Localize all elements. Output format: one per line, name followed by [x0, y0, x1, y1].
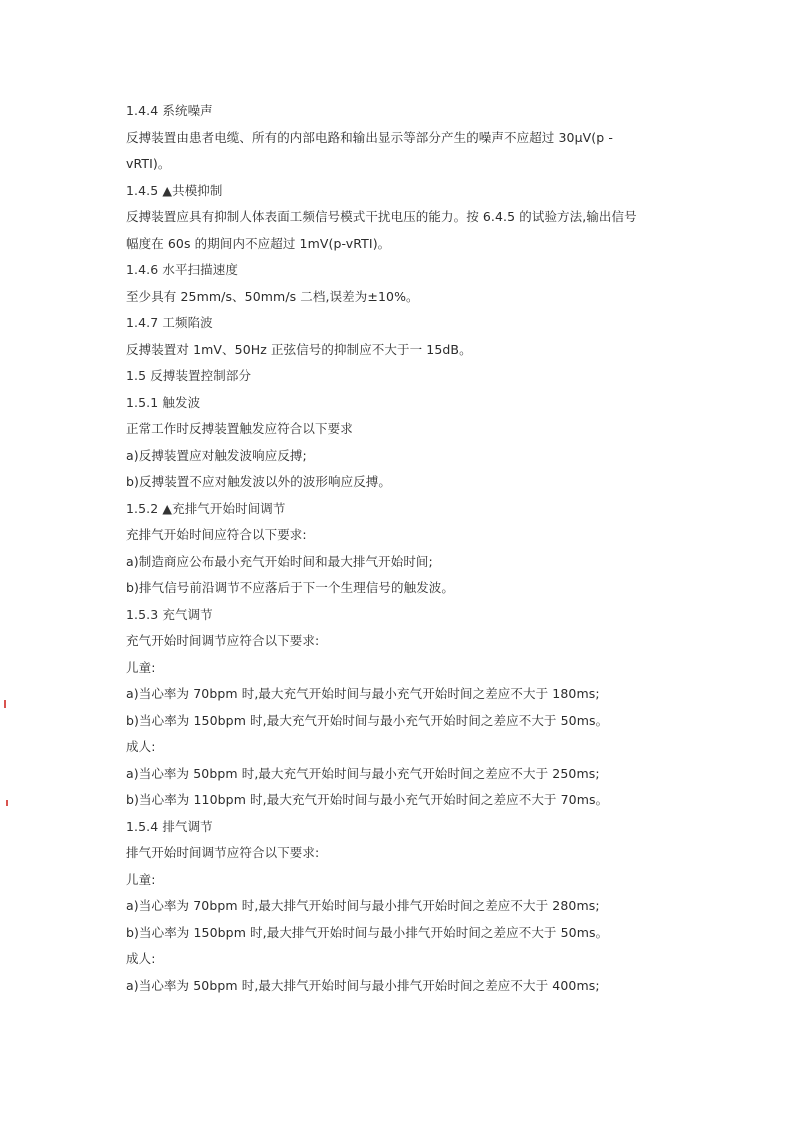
paragraph-line: 反搏装置应具有抑制人体表面工频信号模式干扰电压的能力。按 6.4.5 的试验方法,输出信号 [126, 209, 637, 224]
paragraph-line: 反搏装置对 1mV、50Hz 正弦信号的抑制应不大于一 15dB。 [126, 341, 472, 357]
paragraph-line: 儿童: [126, 871, 156, 887]
paragraph-line: 成人: [126, 951, 156, 966]
paragraph-line: b)当心率为 150bpm 时,最大排气开始时间与最小排气开始时间之差应不大于 50ms。 [126, 924, 609, 940]
paragraph-line: a)当心率为 70bpm 时,最大充气开始时间与最小充气开始时间之差应不大于 180ms; [126, 686, 600, 701]
section-heading: 1.4.7 工频陷波 [126, 315, 213, 330]
paragraph-line: vRTI)。 [126, 156, 171, 171]
section-heading: 1.4.4 系统噪声 [126, 103, 213, 118]
paragraph-line: a)反搏装置应对触发波响应反搏; [126, 447, 307, 463]
scan-mark [6, 800, 8, 806]
paragraph-line: a)制造商应公布最小充气开始时间和最大排气开始时间; [126, 553, 433, 569]
paragraph-line: 充气开始时间调节应符合以下要求: [126, 633, 320, 648]
paragraph-line: 儿童: [126, 659, 156, 675]
paragraph-line: 成人: [126, 739, 156, 754]
document-body [126, 98, 686, 999]
section-heading: 1.5.4 排气调节 [126, 818, 213, 834]
section-heading: 1.5.3 充气调节 [126, 606, 213, 622]
paragraph-line: b)当心率为 150bpm 时,最大充气开始时间与最小充气开始时间之差应不大于 50ms。 [126, 712, 609, 728]
section-heading: 1.5.2 ▲充排气开始时间调节 [126, 500, 286, 516]
paragraph-line: b)当心率为 110bpm 时,最大充气开始时间与最小充气开始时间之差应不大于 70ms。 [126, 792, 609, 807]
paragraph-line: 至少具有 25mm/s、50mm/s 二档,误差为±10%。 [126, 288, 419, 304]
paragraph-line: a)当心率为 50bpm 时,最大充气开始时间与最小充气开始时间之差应不大于 250ms; [126, 765, 600, 781]
paragraph-line: 排气开始时间调节应符合以下要求: [126, 845, 320, 860]
paragraph-line: a)当心率为 50bpm 时,最大排气开始时间与最小排气开始时间之差应不大于 400ms; [126, 977, 600, 993]
paragraph-line: 幅度在 60s 的期间内不应超过 1mV(p-vRTI)。 [126, 235, 391, 251]
section-heading: 1.5 反搏装置控制部分 [126, 368, 252, 383]
paragraph-line: 正常工作时反搏装置触发应符合以下要求 [126, 421, 353, 436]
section-heading: 1.4.6 水平扫描速度 [126, 262, 238, 277]
section-heading: 1.4.5 ▲共模抑制 [126, 182, 223, 198]
paragraph-line: b)反搏装置不应对触发波以外的波形响应反搏。 [126, 474, 392, 489]
paragraph-line: a)当心率为 70bpm 时,最大排气开始时间与最小排气开始时间之差应不大于 280ms; [126, 898, 600, 913]
paragraph-line: b)排气信号前沿调节不应落后于下一个生理信号的触发波。 [126, 580, 455, 595]
scan-mark [4, 700, 6, 708]
paragraph-line: 充排气开始时间应符合以下要求: [126, 527, 307, 542]
section-heading: 1.5.1 触发波 [126, 394, 201, 410]
paragraph-line: 反搏装置由患者电缆、所有的内部电路和输出显示等部分产生的噪声不应超过 30μV(p - [126, 129, 613, 145]
